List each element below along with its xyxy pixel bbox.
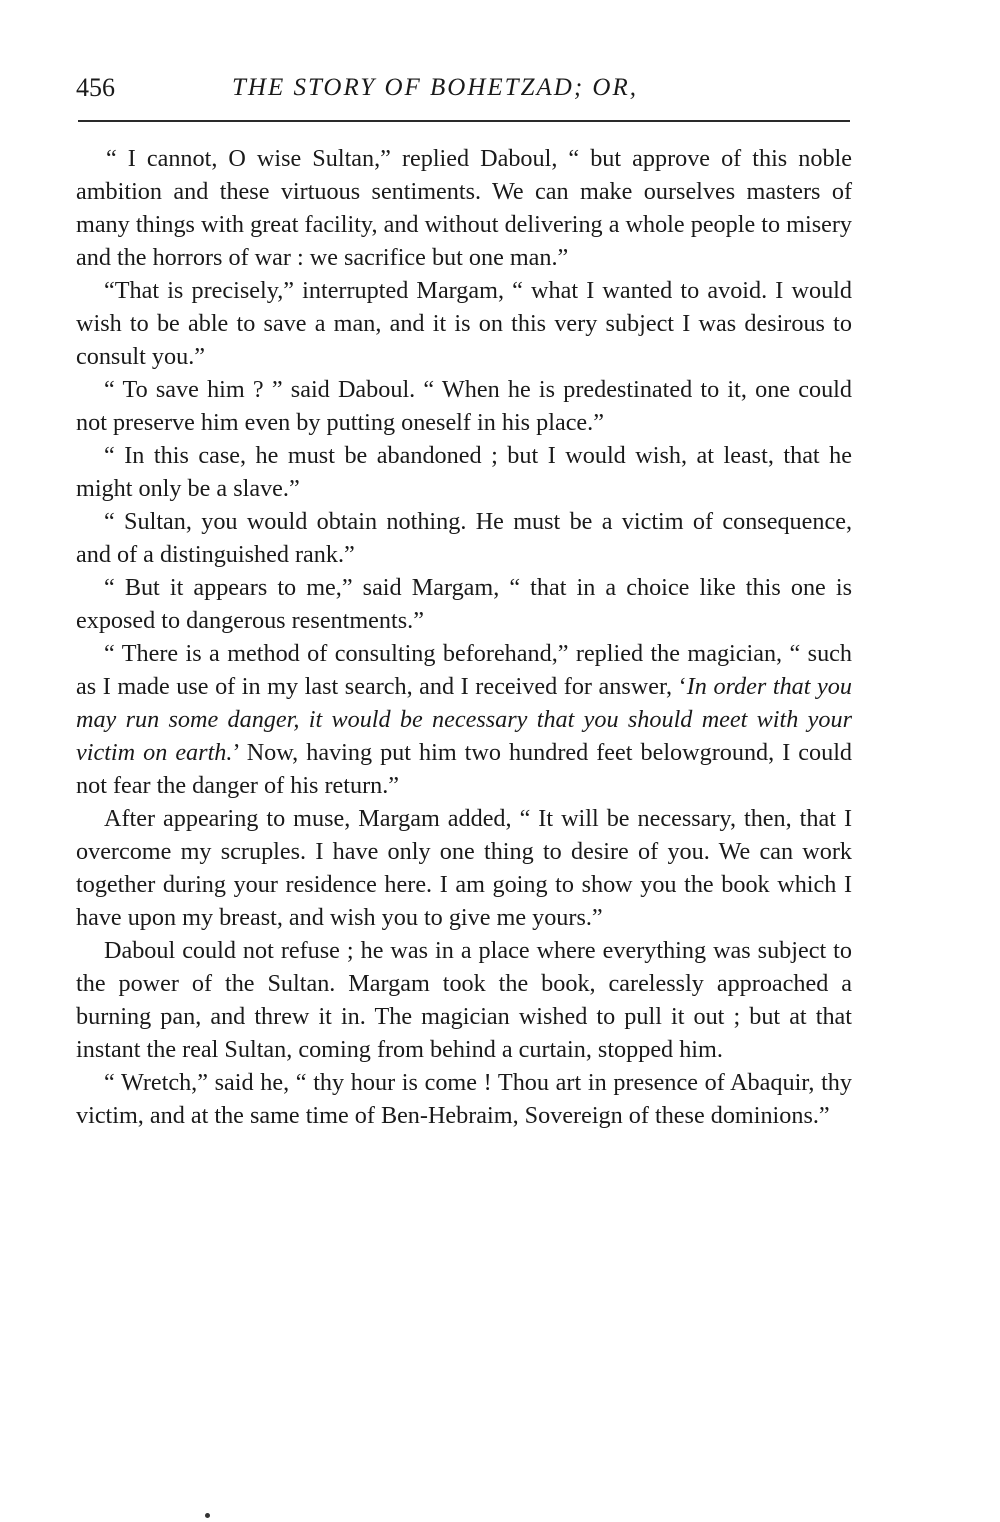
ink-speck	[205, 1513, 210, 1518]
italic-quote: In order that you may run some danger, it would be necessary that you should meet with your victim on earth.	[76, 673, 852, 766]
paragraph: “ But it appears to me,” said Margam, “ that in a choice like this one is exposed to dangerous resentments.”	[76, 574, 852, 634]
page-number: 456	[76, 73, 115, 102]
running-title: THE STORY OF BOHETZAD; OR,	[232, 74, 638, 101]
paragraph: After appearing to muse, Margam added, “ It will be necessary, then, that I overcome my scruples. I have only one thing to desire of you. We can work together during your residence here. I am going to show you the book which I have upon my breast, and wish you to give me yours.”	[76, 805, 852, 931]
paragraph-text: “ There is a method of consulting beforehand,” replied the magician, “ such as I made use of in my last search, and I received for answer, ‘	[76, 640, 852, 700]
paragraph-with-quote	[76, 637, 852, 802]
paragraph: “ Wretch,” said he, “ thy hour is come ! Thou art in presence of Abaquir, thy victim, and at the same time of Ben-Hebraim, Sovereign of these dominions.”	[76, 1069, 852, 1129]
paragraph: “ Sultan, you would obtain nothing. He must be a victim of consequence, and of a distinguished rank.”	[76, 508, 852, 568]
page-header	[76, 72, 852, 112]
paragraph-text: ’ Now, having put him two hundred feet belowground, I could not fear the danger of his return.”	[76, 739, 853, 799]
paragraph: “ In this case, he must be abandoned ; but I would wish, at least, that he might only be a slave.”	[76, 442, 852, 502]
header-rule	[78, 120, 850, 122]
body-text	[76, 142, 852, 1132]
paragraph: “ To save him ? ” said Daboul. “ When he is predestinated to it, one could not preserve him even by putting oneself in his place.”	[76, 376, 852, 436]
paragraph: “That is precisely,” interrupted Margam, “ what I wanted to avoid. I would wish to be able to save a man, and it is on this very subject I was desirous to consult you.”	[76, 277, 852, 370]
paragraph: “ I cannot, O wise Sultan,” replied Daboul, “ but approve of this noble ambition and these virtuous sentiments. We can make ourselves masters of many things with great facility, and without delivering a whole people to misery and the horrors of war : we sacrifice but one man.”	[76, 145, 852, 271]
paragraph: Daboul could not refuse ; he was in a place where everything was subject to the power of the Sultan. Margam took the book, carelessly approached a burning pan, and threw it in. The magician wished to pull it out ; but at that instant the real Sultan, coming from behind a curtain, stopped him.	[76, 937, 852, 1063]
